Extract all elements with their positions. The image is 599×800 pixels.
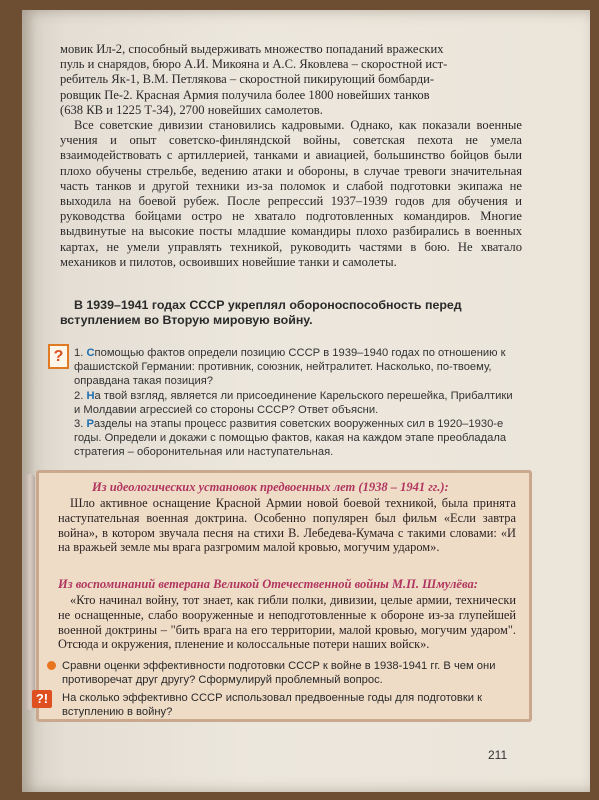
- line-2: пуль и снарядов, бюро А.И. Микояна и А.С. Яковлева – скоростной ист-: [60, 57, 448, 72]
- page-number: 211: [488, 748, 508, 762]
- paragraph-2: Все советские дивизии становились кадровыми. Однако, как показали военные учения и опыт советско-финляндской войны, советская пехота не умела взаимодействовать с артиллерией, танками и авиацией, большинство бойцов были плохо обучены стрельбе, ведению атаки и обороны, в случае тревоги значительная часть танков и другой техники из-за поломок и слабой подготовки экипажа не выходила на боевой рубеж. После репрессий 1937–1939 годов для обучения и руководства бойцами остро не хватало подготовленных командиров. Многие выдвинутые на высокие посты младшие командиры плохо разбирались в военных картах, не умели управлять техникой, руководить частями в бою. Не хватало механиков и пилотов, освоивших новейшие танки и самолеты.: [60, 118, 522, 269]
- question-icon: ?: [48, 344, 69, 369]
- source-title-2: Из воспоминаний ветерана Великой Отечественной войны М.П. Шмулёва:: [58, 577, 478, 591]
- question-text: азделы на этапы процесс развития советских вооруженных сил в 1920–1930-е годы. Определи и докажи с помощью фактов, какая на каждом этапе преобладала стратегия – оборонительная или наступательная.: [74, 418, 507, 459]
- question-text: а твой взгляд, является ли присоединение Карельского перешейка, Прибалтики и Молдавии агрессией со стороны СССР? Ответ объясни.: [74, 389, 513, 416]
- question-number: 2.: [74, 389, 84, 402]
- question-number: 1.: [74, 347, 84, 359]
- line-5: (638 КВ и 1225 Т-34), 2700 новейших самолетов.: [60, 102, 323, 117]
- problem-question-icon: ?!: [32, 690, 52, 708]
- source-text-2: «Кто начинал войну, тот знает, как гибли полки, дивизии, целые армии, технически не оснащенные, слабо вооруженные и неподготовленные к обороне из-за глупейшей военной доктрины – "бить врага на его территории, малой кровью, могучим ударом". Отсюда и окружения, пленение и колоссальные потери наших войск».: [58, 593, 516, 652]
- bullet-dot-icon: [47, 661, 56, 670]
- question-number: 3.: [74, 418, 84, 431]
- question-2: [74, 389, 514, 417]
- line-4: ровщик Пе-2. Красная Армия получила более 1800 новейших танков: [60, 87, 430, 102]
- conclusion: В 1939–1941 годах СССР укреплял обороноспособность перед вступлением во Вторую мировую войну.: [60, 298, 462, 327]
- comparison-task: Сравни оценки эффективности подготовки СССР к войне в 1938-1941 гг. В чем они противоречат друг другу? Сформулируй проблемный вопрос.: [62, 660, 496, 686]
- question-cap: С: [86, 347, 95, 359]
- line-3: ребитель Як-1, В.М. Петлякова – скоростной пикирующий бомбарди-: [60, 72, 435, 87]
- line-1: мовик Ил-2, способный выдерживать множество попаданий вражеских: [60, 42, 444, 56]
- source-title-1: Из идеологических установок предвоенных лет (1938 – 1941 гг.):: [92, 480, 449, 494]
- question-cap: Н: [86, 389, 95, 402]
- questions-block: [74, 346, 514, 460]
- source-text-1: Шло активное оснащение Красной Армии новой боевой техникой, была принята наступательная военная доктрина. Особенно популярен был фильм «Если завтра война», в котором звучала песня на стихи В. Лебедева-Кумача с такими словами: «И на вражьей земле мы врага разгромим малой кровью, могучим ударом».: [58, 496, 516, 555]
- question-1: [74, 346, 514, 389]
- question-cap: Р: [86, 418, 94, 431]
- problem-question: На сколько эффективно СССР использовал предвоенные годы для подготовки к вступлению в войну?: [62, 692, 482, 718]
- question-3: [74, 417, 514, 460]
- paragraph-1: [60, 42, 522, 118]
- question-text: помощью фактов определи позицию СССР в 1939–1940 годах по отношению к фашистской Германии: противник, союзник, нейтралитет. Насколько, по-твоему, оправдана такая позиция?: [74, 347, 506, 388]
- scroll-bar-decor: [25, 474, 35, 710]
- main-text: [60, 42, 522, 270]
